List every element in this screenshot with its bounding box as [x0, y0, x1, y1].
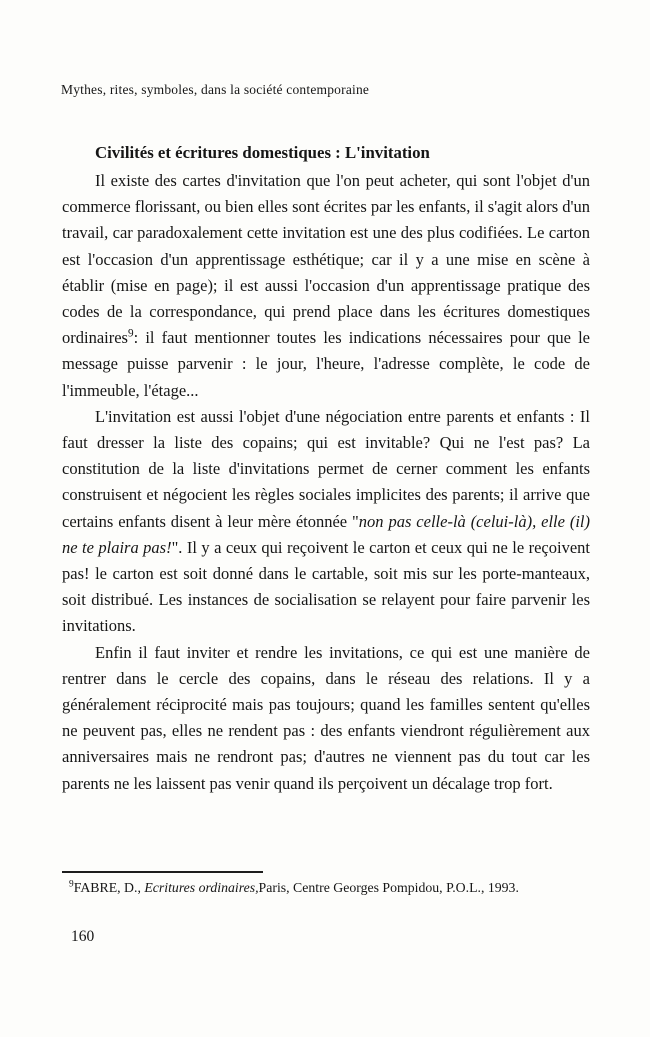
running-header: Mythes, rites, symboles, dans la société contemporaine	[61, 82, 370, 97]
paragraph	[62, 640, 590, 797]
text-segment: 9	[127, 327, 134, 340]
paragraph	[62, 168, 590, 404]
footnote-marker: 9	[69, 879, 74, 890]
text-segment: L'invitation est aussi l'objet d'une négociation entre parents et enfants : Il faut dresser la liste des copains; qui est invitable? Qui ne l'est pas? La constitution de la liste d'invitations permet de cerner comment les enfants construisent et négocient les règles sociales implicites des parents; il arrive que certains enfants disent à leur mère étonnée "	[62, 406, 590, 531]
text-segment: Ecritures ordinaires,	[144, 880, 259, 895]
text-segment: Paris, Centre Georges Pompidou, P.O.L., 1993.	[258, 880, 519, 895]
footnote-text	[62, 879, 590, 897]
paragraph	[62, 404, 590, 640]
text-segment: non pas celle-là (celui-là), elle (il) ne te plaira pas!	[62, 511, 591, 557]
footnote-reference	[74, 880, 519, 895]
text-segment: : il faut mentionner toutes les indications nécessaires pour que le message puisse parvenir : le jour, l'heure, l'adresse complète, le code de l'immeuble, l'étage...	[62, 328, 590, 400]
text-segment: FABRE, D.,	[73, 880, 145, 895]
text-segment: Enfin il faut inviter et rendre les invitations, ce qui est une manière de rentrer dans le cercle des copains, dans le réseau des relations. Il y a généralement réciprocité mais pas toujours; quand les familles sentent qu'elles ne peuvent pas, elles ne rendent pas : des enfants viendront régulièrement aux anniversaires mais ne rendront pas; d'autres ne viennent pas du tout car les parents ne les laissent pas venir quand ils perçoivent un décalage trop fort.	[62, 642, 590, 793]
text-segment: ". Il y a ceux qui reçoivent le carton et ceux qui ne le reçoivent pas! le carton est soit donné dans le cartable, soit mis sur les porte-manteaux, soit distribué. Les instances de socialisation se relayent pour faire parvenir les invitations.	[62, 537, 590, 636]
page-body	[62, 140, 590, 797]
section-heading: Civilités et écritures domestiques : L'invitation	[95, 143, 430, 162]
footnote-area	[62, 871, 590, 897]
text-segment: Il existe des cartes d'invitation que l'on peut acheter, qui sont l'objet d'un commerce florissant, ou bien elles sont écrites par les enfants, il s'agit alors d'un travail, car paradoxalement cette invitation est une des plus codifiées. Le carton est l'occasion d'un apprentissage esthétique; car il y a une mise en scène à établir (mise en page); il est aussi l'occasion d'un apprentissage pratique des codes de la correspondance, qui prend place dans les écritures domestiques ordinaires	[62, 171, 590, 348]
footnote-separator	[62, 871, 263, 873]
page-number: 160	[71, 928, 95, 945]
